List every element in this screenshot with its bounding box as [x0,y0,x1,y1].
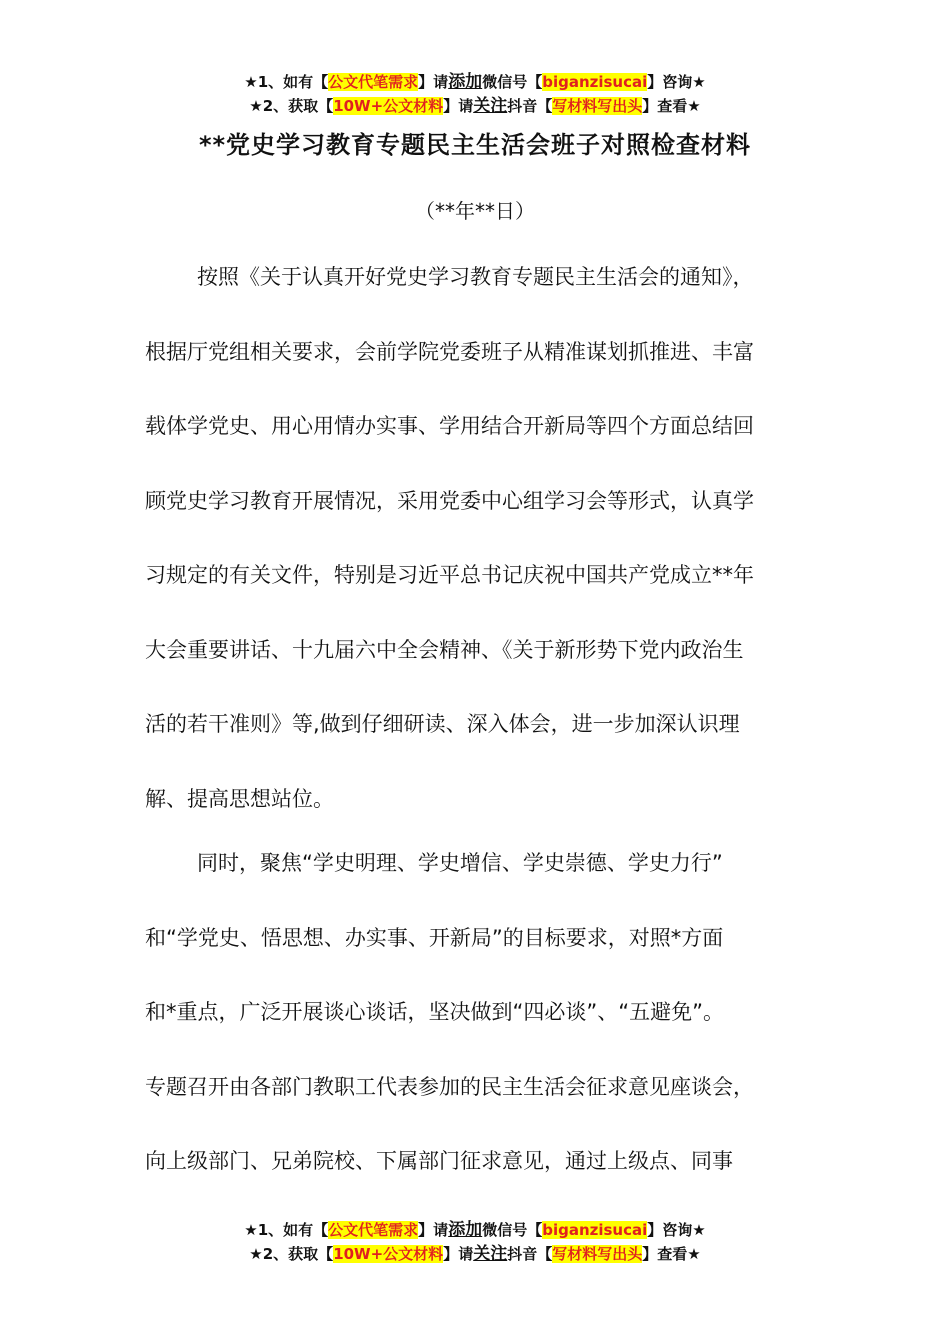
promo-line-1: ★1、如有【公文代笔需求】请添加微信号【biganzisucai】咨询★ [244,1220,706,1240]
paragraph-line: 按照《关于认真开好党史学习教育专题民主生活会的通知》， [197,265,754,289]
paragraph-line: 和“学党史、悟思想、办实事、开新局”的目标要求，对照*方面 [145,925,724,950]
paragraph-line: 同时，聚焦“学史明理、学史增信、学史崇德、学史力行” [197,851,723,875]
paragraph-line: 根据厅党组相关要求，会前学院党委班子从精准谋划抓推进、丰富 [145,339,754,364]
body-paragraph-2 [145,848,825,1221]
promo-highlight: 10W+公文材料 [333,1245,444,1263]
promo-highlight: 公文代笔需求 [328,73,419,91]
body-paragraph-1 [145,262,825,858]
paragraph-line: 顾党史学习教育开展情况，采用党委中心组学习会等形式，认真学 [145,488,754,513]
promo-line-1: ★1、如有【公文代笔需求】请添加微信号【biganzisucai】咨询★ [244,72,706,92]
promo-highlight: 公文代笔需求 [328,1221,419,1239]
promo-wechat-id: biganzisucai [542,1221,648,1239]
document-title: **党史学习教育专题民主生活会班子对照检查材料 [198,131,752,159]
paragraph-line: 载体学党史、用心用情办实事、学用结合开新局等四个方面总结回 [145,414,754,438]
paragraph-line: 习规定的有关文件，特别是习近平总书记庆祝中国共产党成立**年 [145,563,754,587]
paragraph-line: 和*重点，广泛开展谈心谈话，坚决做到“四必谈”、“五避免”。 [145,1000,725,1024]
header-promo-banner [0,70,950,118]
promo-line-2: ★2、获取【10W+公文材料】请关注抖音【写材料写出头】查看★ [249,1244,701,1264]
promo-line-2: ★2、获取【10W+公文材料】请关注抖音【写材料写出头】查看★ [249,96,701,116]
promo-highlight: 10W+公文材料 [333,97,444,115]
paragraph-line: 大会重要讲话、十九届六中全会精神、《关于新形势下党内政治生 [145,637,744,662]
document-date: （**年**日） [415,199,535,223]
promo-wechat-id: biganzisucai [542,73,648,91]
paragraph-line: 向上级部门、兄弟院校、下属部门征求意见，通过上级点、同事 [145,1149,733,1173]
promo-douyin-id: 写材料写出头 [552,1245,643,1263]
promo-douyin-id: 写材料写出头 [552,97,643,115]
paragraph-line: 解、提高思想站位。 [145,786,334,811]
footer-promo-banner [0,1218,950,1266]
paragraph-line: 专题召开由各部门教职工代表参加的民主生活会征求意见座谈会， [145,1074,754,1099]
paragraph-line: 活的若干准则》等,做到仔细研读、深入体会，进一步加深认识理 [145,712,740,736]
